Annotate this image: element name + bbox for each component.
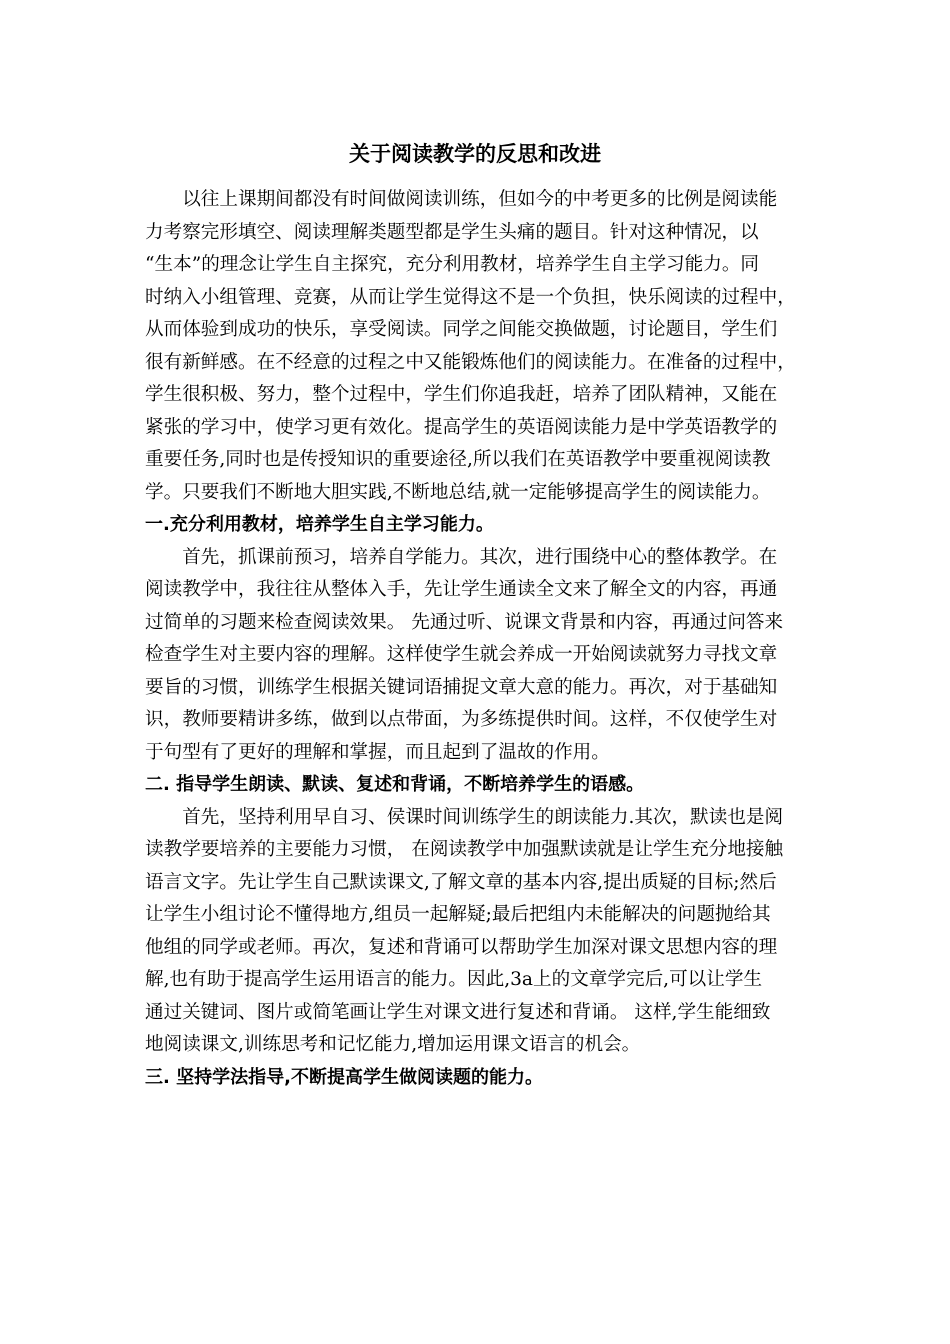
text-line: 让学生小组讨论不懂得地方,组员一起解疑;最后把组内未能解决的问题抛给其 bbox=[145, 904, 771, 925]
text-line: 从而体验到成功的快乐，享受阅读。同学之间能交换做题，讨论题目，学生们 bbox=[145, 319, 778, 340]
text-line: 首先，抓课前预习，培养自学能力。其次，进行围绕中心的整体教学。在 bbox=[182, 546, 778, 568]
section-1-paragraph bbox=[145, 542, 825, 770]
text-line: 识，教师要精讲多练，做到以点带面，为多练提供时间。这样，不仅使学生对 bbox=[145, 709, 778, 730]
text-line: 要旨的习惯，训练学生根据关键词语捕捉文章大意的能力。再次，对于基础知 bbox=[145, 676, 778, 698]
text-line: 检查学生对主要内容的理解。这样使学生就会养成一开始阅读就努力寻找文章 bbox=[145, 644, 778, 665]
text-line: “生本”的理念让学生自主探究，充分利用教材，培养学生自主学习能力。同 bbox=[145, 254, 760, 275]
text-line: 通过关键词、图片或简笔画让学生对课文进行复述和背诵。 这样,学生能细致 bbox=[145, 1001, 771, 1023]
text-line: 解,也有助于提高学生运用语言的能力。因此,3a上的文章学完后,可以让学生 bbox=[145, 969, 763, 990]
text-line: 于句型有了更好的理解和掌握，而且起到了温故的作用。 bbox=[145, 741, 610, 763]
text-line: 首先，坚持利用早自习、侯课时间训练学生的朗读能力.其次，默读也是阅 bbox=[182, 806, 784, 828]
intro-paragraph bbox=[145, 184, 825, 509]
section-3-heading: 三. 坚持学法指导,不断提高学生做阅读题的能力。 bbox=[145, 1066, 543, 1088]
text-line: 阅读教学中，我往往从整体入手，先让学生通读全文来了解全文的内容，再通 bbox=[145, 579, 778, 600]
text-line: 语言文字。先让学生自己默读课文,了解文章的基本内容,提出质疑的目标;然后 bbox=[145, 871, 777, 893]
text-line: 时纳入小组管理、竞赛，从而让学生觉得这不是一个负担，快乐阅读的过程中， bbox=[145, 286, 796, 308]
text-line: 学。只要我们不断地大胆实践,不断地总结,就一定能够提高学生的阅读能力。 bbox=[145, 481, 771, 503]
text-line: 紧张的学习中，使学习更有效化。提高学生的英语阅读能力是中学英语教学的 bbox=[145, 416, 778, 438]
document-title: 关于阅读教学的反思和改进 bbox=[349, 142, 601, 166]
text-line: 地阅读课文,训练思考和记忆能力,增加运用课文语言的机会。 bbox=[145, 1034, 641, 1055]
section-1-heading: 一.充分利用教材，培养学生自主学习能力。 bbox=[145, 514, 494, 535]
text-line: 重要任务,同时也是传授知识的重要途径,所以我们在英语教学中要重视阅读教 bbox=[145, 449, 771, 470]
text-line: 读教学要培养的主要能力习惯， 在阅读教学中加强默读就是让学生充分地接触 bbox=[145, 839, 784, 860]
text-line: 以往上课期间都没有时间做阅读训练，但如今的中考更多的比例是阅读能 bbox=[182, 189, 778, 210]
text-line: 过简单的习题来检查阅读效果。 先通过听、说课文背景和内容，再通过问答来 bbox=[145, 611, 784, 633]
section-2-paragraph bbox=[145, 802, 825, 1062]
document-body bbox=[145, 184, 825, 1094]
text-line: 学生很积极、努力，整个过程中，学生们你追我赶，培养了团队精神，又能在 bbox=[145, 384, 778, 405]
text-line: 他组的同学或老师。再次，复述和背诵可以帮助学生加深对课文思想内容的理 bbox=[145, 936, 778, 958]
text-line: 力考察完形填空、阅读理解类题型都是学生头痛的题目。针对这种情况，以 bbox=[145, 221, 759, 243]
section-2-heading: 二. 指导学生朗读、默读、复述和背诵，不断培养学生的语感。 bbox=[145, 774, 645, 795]
text-line: 很有新鲜感。在不经意的过程之中又能锻炼他们的阅读能力。在准备的过程中， bbox=[145, 351, 796, 373]
